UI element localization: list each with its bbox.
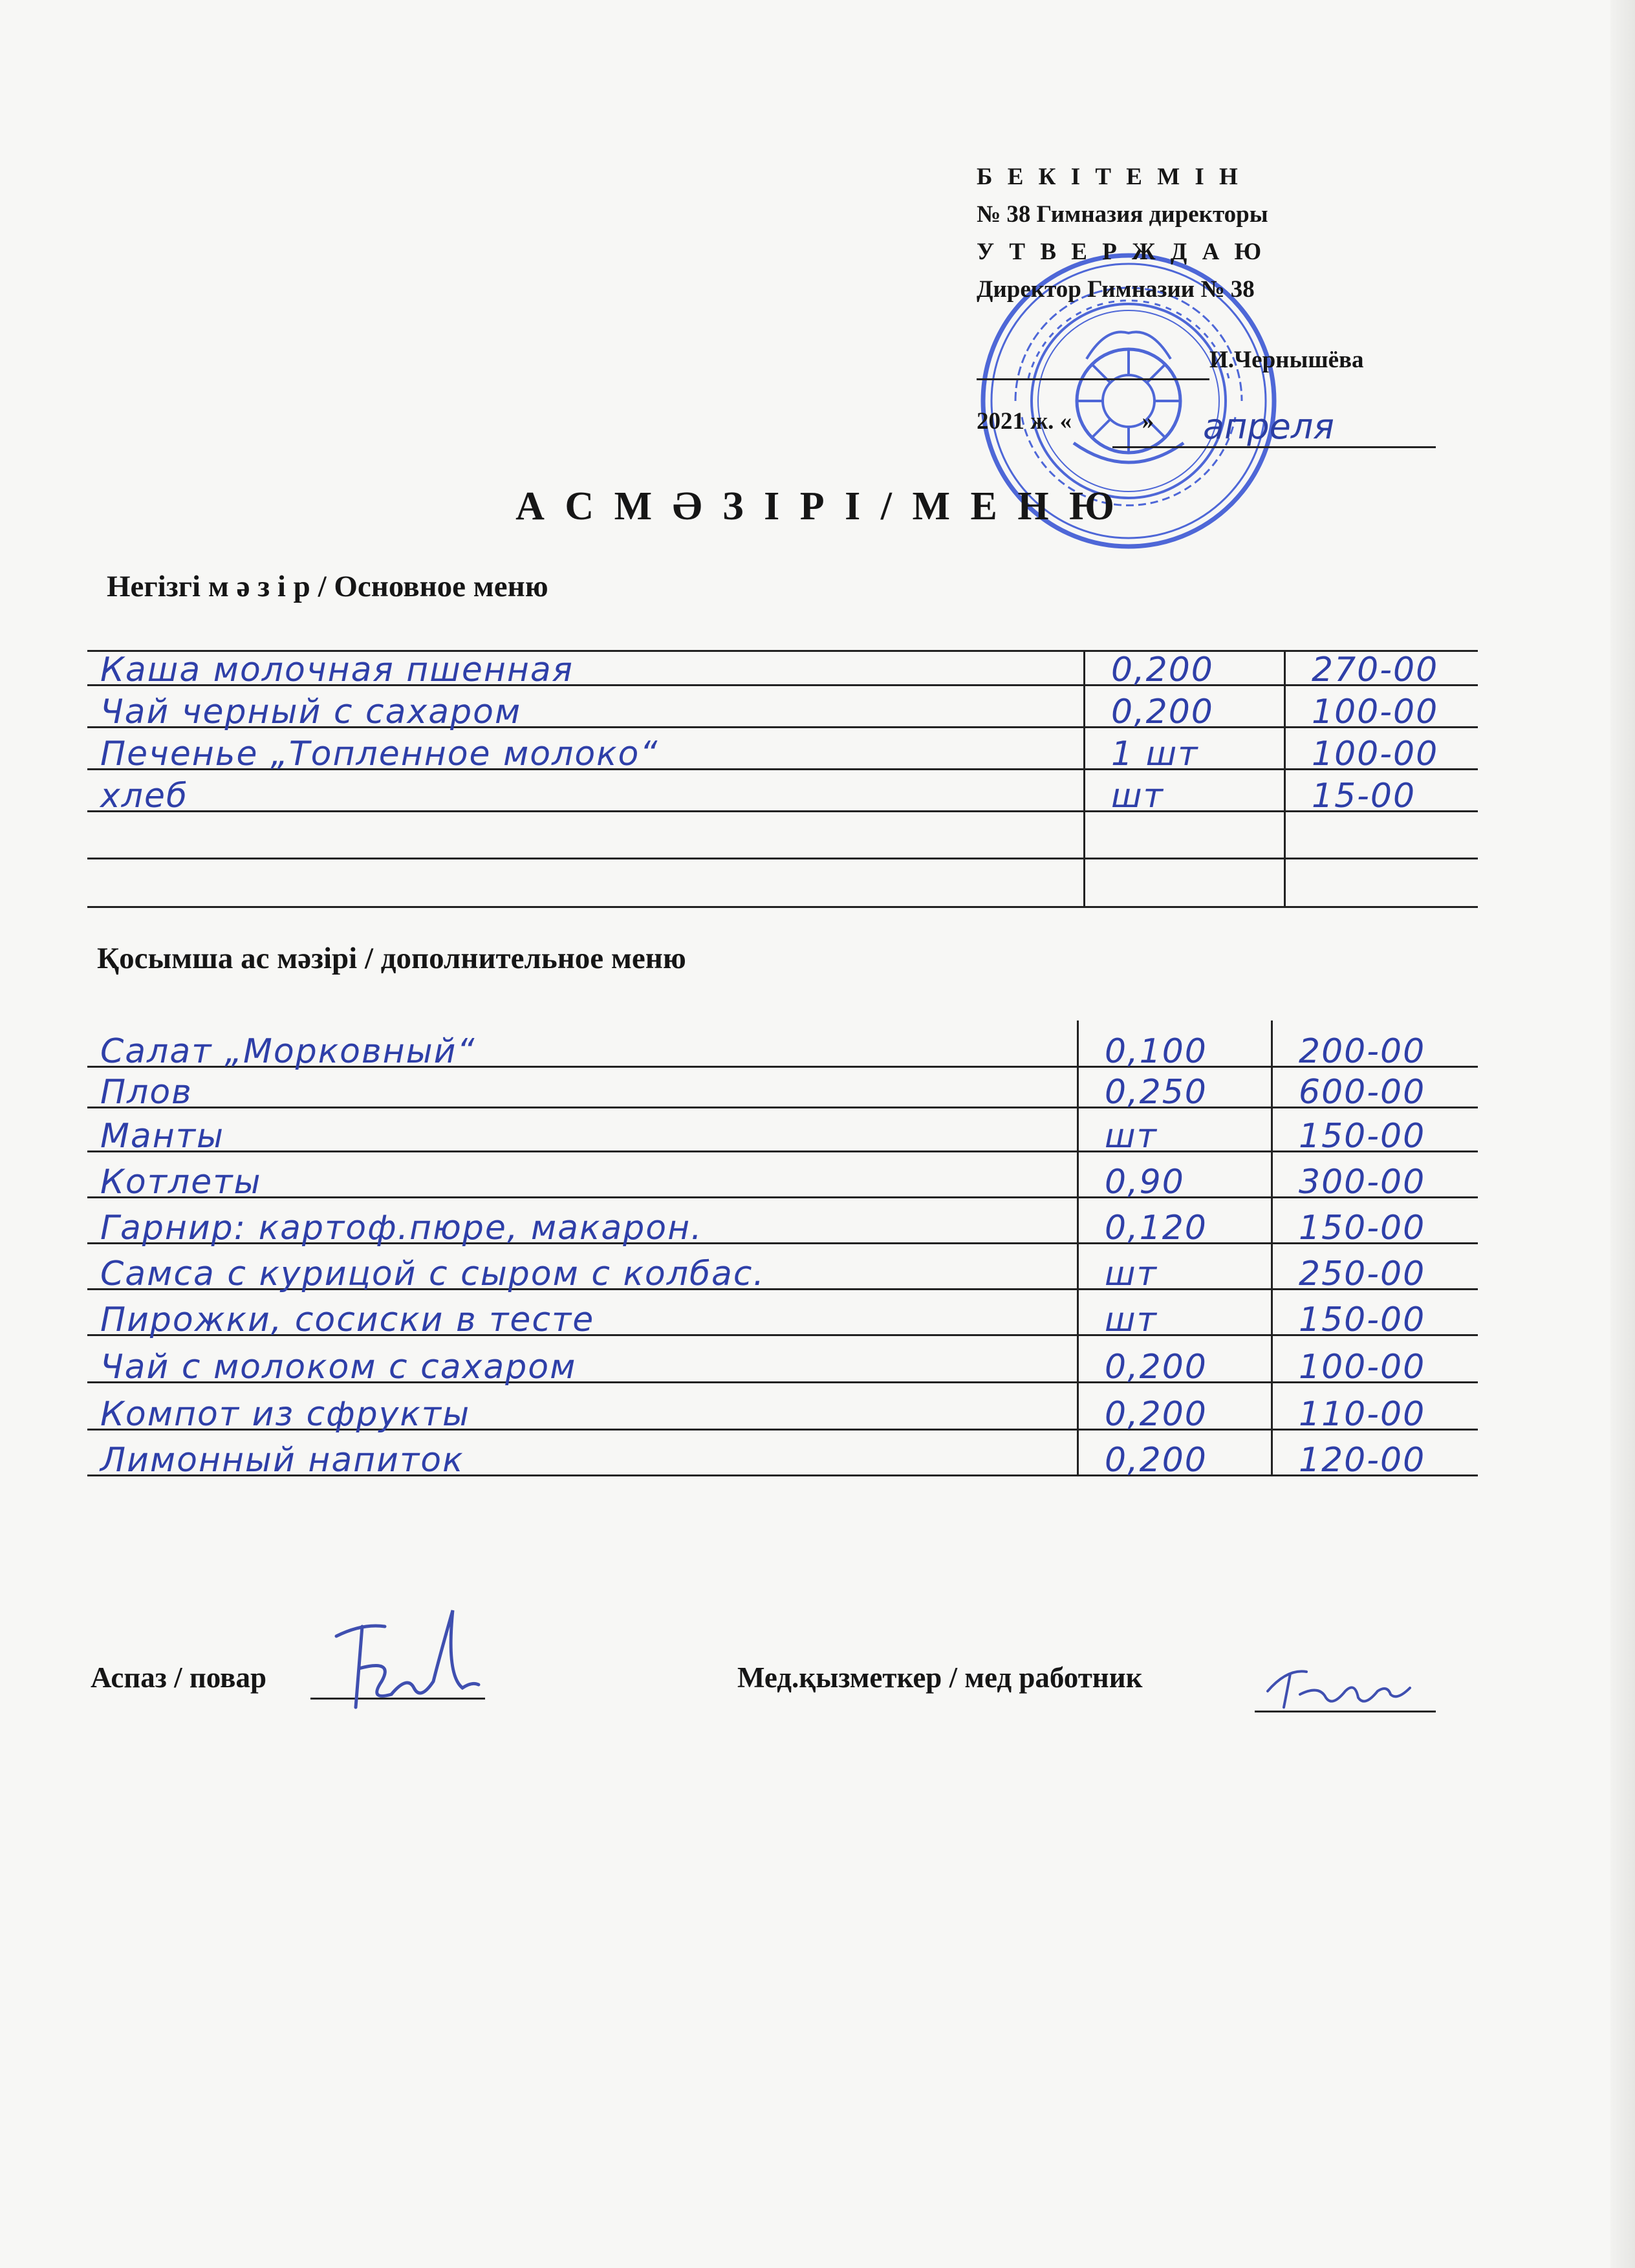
extra-menu-table [87, 1021, 1478, 1480]
menu-row [87, 1021, 1478, 1071]
dish-quantity: 0,200 [1105, 1348, 1207, 1387]
dish-quantity: 1 шт [1111, 735, 1199, 773]
dish-price: 270-00 [1312, 651, 1439, 689]
dish-quantity: шт [1105, 1255, 1158, 1293]
menu-row [87, 770, 1478, 815]
page-title: А С М Ә З І Р І / М Е Н Ю [515, 484, 1120, 528]
dish-price-cell [1271, 1244, 1478, 1293]
menu-row [87, 728, 1478, 773]
dish-quantity-cell [1077, 1198, 1271, 1247]
menu-row [87, 651, 1478, 689]
dish-name-cell [87, 1244, 1077, 1293]
dish-quantity: 0,120 [1105, 1209, 1207, 1247]
main-menu-table [87, 650, 1478, 908]
menu-row [87, 812, 1478, 859]
paper-edge [1610, 0, 1635, 2268]
dish-name-cell [87, 1152, 1077, 1202]
dish-price-cell [1271, 1336, 1478, 1387]
cook-signature [323, 1597, 492, 1720]
dish-quantity-cell [1077, 1431, 1271, 1480]
dish-quantity-cell [1077, 1021, 1271, 1071]
dish-name: Компот из сфрукты [100, 1395, 471, 1434]
dish-price: 110-00 [1299, 1395, 1426, 1434]
dish-quantity-cell [1083, 728, 1284, 773]
dish-name-cell [87, 770, 1083, 815]
dish-name-cell [87, 1336, 1077, 1387]
dish-price: 15-00 [1312, 777, 1416, 815]
dish-quantity-cell [1083, 770, 1284, 815]
dish-price: 150-00 [1299, 1209, 1426, 1247]
director-name: И.Чернышёва [1209, 347, 1364, 373]
menu-row [87, 1068, 1478, 1112]
dish-price-cell [1284, 812, 1478, 858]
dish-name: Пирожки, сосиски в тесте [100, 1301, 595, 1339]
menu-row [87, 859, 1478, 908]
dish-name-cell [87, 686, 1083, 731]
dish-price-cell [1284, 686, 1478, 731]
dish-quantity-cell [1077, 1152, 1271, 1202]
dish-name-cell [87, 1290, 1077, 1339]
dish-quantity-cell [1077, 1244, 1271, 1293]
extra-menu-title: Қосымша ас мәзірі / дополнительное меню [97, 942, 686, 975]
dish-price-cell [1271, 1021, 1478, 1071]
dish-price: 600-00 [1299, 1073, 1426, 1112]
menu-row [87, 1152, 1478, 1202]
dish-name-cell [87, 1198, 1077, 1247]
dish-price-cell [1284, 859, 1478, 906]
dish-name: Чай с молоком с сахаром [100, 1348, 577, 1387]
dish-quantity-cell [1077, 1068, 1271, 1112]
dish-name-cell [87, 728, 1083, 773]
dish-name: Салат „Морковный“ [100, 1032, 476, 1071]
dish-name: Манты [100, 1117, 225, 1156]
menu-row [87, 1383, 1478, 1434]
dish-name: Каша молочная пшенная [100, 651, 574, 689]
dish-quantity-cell [1083, 812, 1284, 858]
dish-name-cell [87, 1383, 1077, 1434]
dish-name-cell [87, 859, 1083, 906]
dish-price-cell [1284, 728, 1478, 773]
dish-quantity: 0,200 [1105, 1441, 1207, 1480]
dish-name: Гарнир: картоф.пюре, макарон. [100, 1209, 703, 1247]
cook-label: Аспаз / повар [91, 1661, 266, 1694]
dish-quantity-cell [1077, 1383, 1271, 1434]
dish-name-cell [87, 1431, 1077, 1480]
dish-name-cell [87, 812, 1083, 858]
approval-line-ru: У Т В Е Р Ж Д А Ю [977, 239, 1266, 265]
dish-name: Чай черный с сахаром [100, 693, 522, 731]
menu-row [87, 1244, 1478, 1293]
approval-date-prefix [977, 407, 1154, 435]
menu-row [87, 1431, 1478, 1480]
dish-quantity: 0,100 [1105, 1032, 1207, 1071]
approval-line-kz: Б Е К І Т Е М І Н [977, 164, 1242, 190]
dish-price: 150-00 [1299, 1301, 1426, 1339]
date-month: апреля [1203, 406, 1334, 447]
dish-price-cell [1284, 651, 1478, 689]
medic-label: Мед.қызметкер / мед работник [737, 1661, 1143, 1694]
dish-name: Печенье „Топленное молоко“ [100, 735, 659, 773]
dish-price-cell [1271, 1431, 1478, 1480]
dish-quantity: 0,200 [1105, 1395, 1207, 1434]
medic-signature [1261, 1662, 1416, 1714]
dish-price: 100-00 [1312, 735, 1439, 773]
dish-quantity-cell [1083, 686, 1284, 731]
dish-price: 120-00 [1299, 1441, 1426, 1480]
dish-price: 150-00 [1299, 1117, 1426, 1156]
dish-quantity-cell [1077, 1336, 1271, 1387]
dish-price-cell [1271, 1383, 1478, 1434]
dish-name-cell [87, 1108, 1077, 1156]
dish-quantity-cell [1077, 1108, 1271, 1156]
dish-price: 300-00 [1299, 1163, 1426, 1202]
menu-row [87, 1290, 1478, 1339]
dish-quantity-cell [1083, 859, 1284, 906]
dish-name: Самса с курицой с сыром с колбас. [100, 1255, 765, 1293]
dish-price-cell [1271, 1290, 1478, 1339]
date-close-quote: » [1142, 408, 1154, 435]
approval-school-ru: Директор Гимназии № 38 [977, 276, 1255, 303]
dish-price: 100-00 [1312, 693, 1439, 731]
dish-price-cell [1271, 1198, 1478, 1247]
dish-price-cell [1271, 1152, 1478, 1202]
director-signature-line [977, 378, 1209, 380]
dish-quantity: 0,200 [1111, 651, 1214, 689]
dish-quantity-cell [1083, 651, 1284, 689]
dish-name: Плов [100, 1073, 193, 1112]
dish-name: Лимонный напиток [100, 1441, 464, 1480]
dish-price: 100-00 [1299, 1348, 1426, 1387]
dish-price-cell [1284, 770, 1478, 815]
dish-price: 250-00 [1299, 1255, 1426, 1293]
date-year: 2021 ж. « [977, 408, 1072, 435]
dish-quantity: 0,90 [1105, 1163, 1185, 1202]
dish-quantity: 0,250 [1105, 1073, 1207, 1112]
menu-row [87, 686, 1478, 731]
dish-quantity: шт [1105, 1117, 1158, 1156]
dish-price-cell [1271, 1068, 1478, 1112]
dish-quantity: шт [1111, 777, 1164, 815]
dish-name: Котлеты [100, 1163, 262, 1202]
dish-price-cell [1271, 1108, 1478, 1156]
approval-block [977, 158, 1468, 308]
menu-row [87, 1336, 1478, 1387]
dish-quantity: 0,200 [1111, 693, 1214, 731]
dish-name-cell [87, 651, 1083, 689]
dish-name-cell [87, 1068, 1077, 1112]
dish-name: хлеб [100, 777, 189, 815]
approval-school-kz: № 38 Гимназия директоры [977, 201, 1268, 228]
dish-quantity: шт [1105, 1301, 1158, 1339]
dish-quantity-cell [1077, 1290, 1271, 1339]
dish-name-cell [87, 1021, 1077, 1071]
menu-row [87, 1108, 1478, 1156]
menu-row [87, 1198, 1478, 1247]
main-menu-title: Негізгі м ә з і р / Основное меню [107, 570, 548, 603]
dish-price: 200-00 [1299, 1032, 1426, 1071]
